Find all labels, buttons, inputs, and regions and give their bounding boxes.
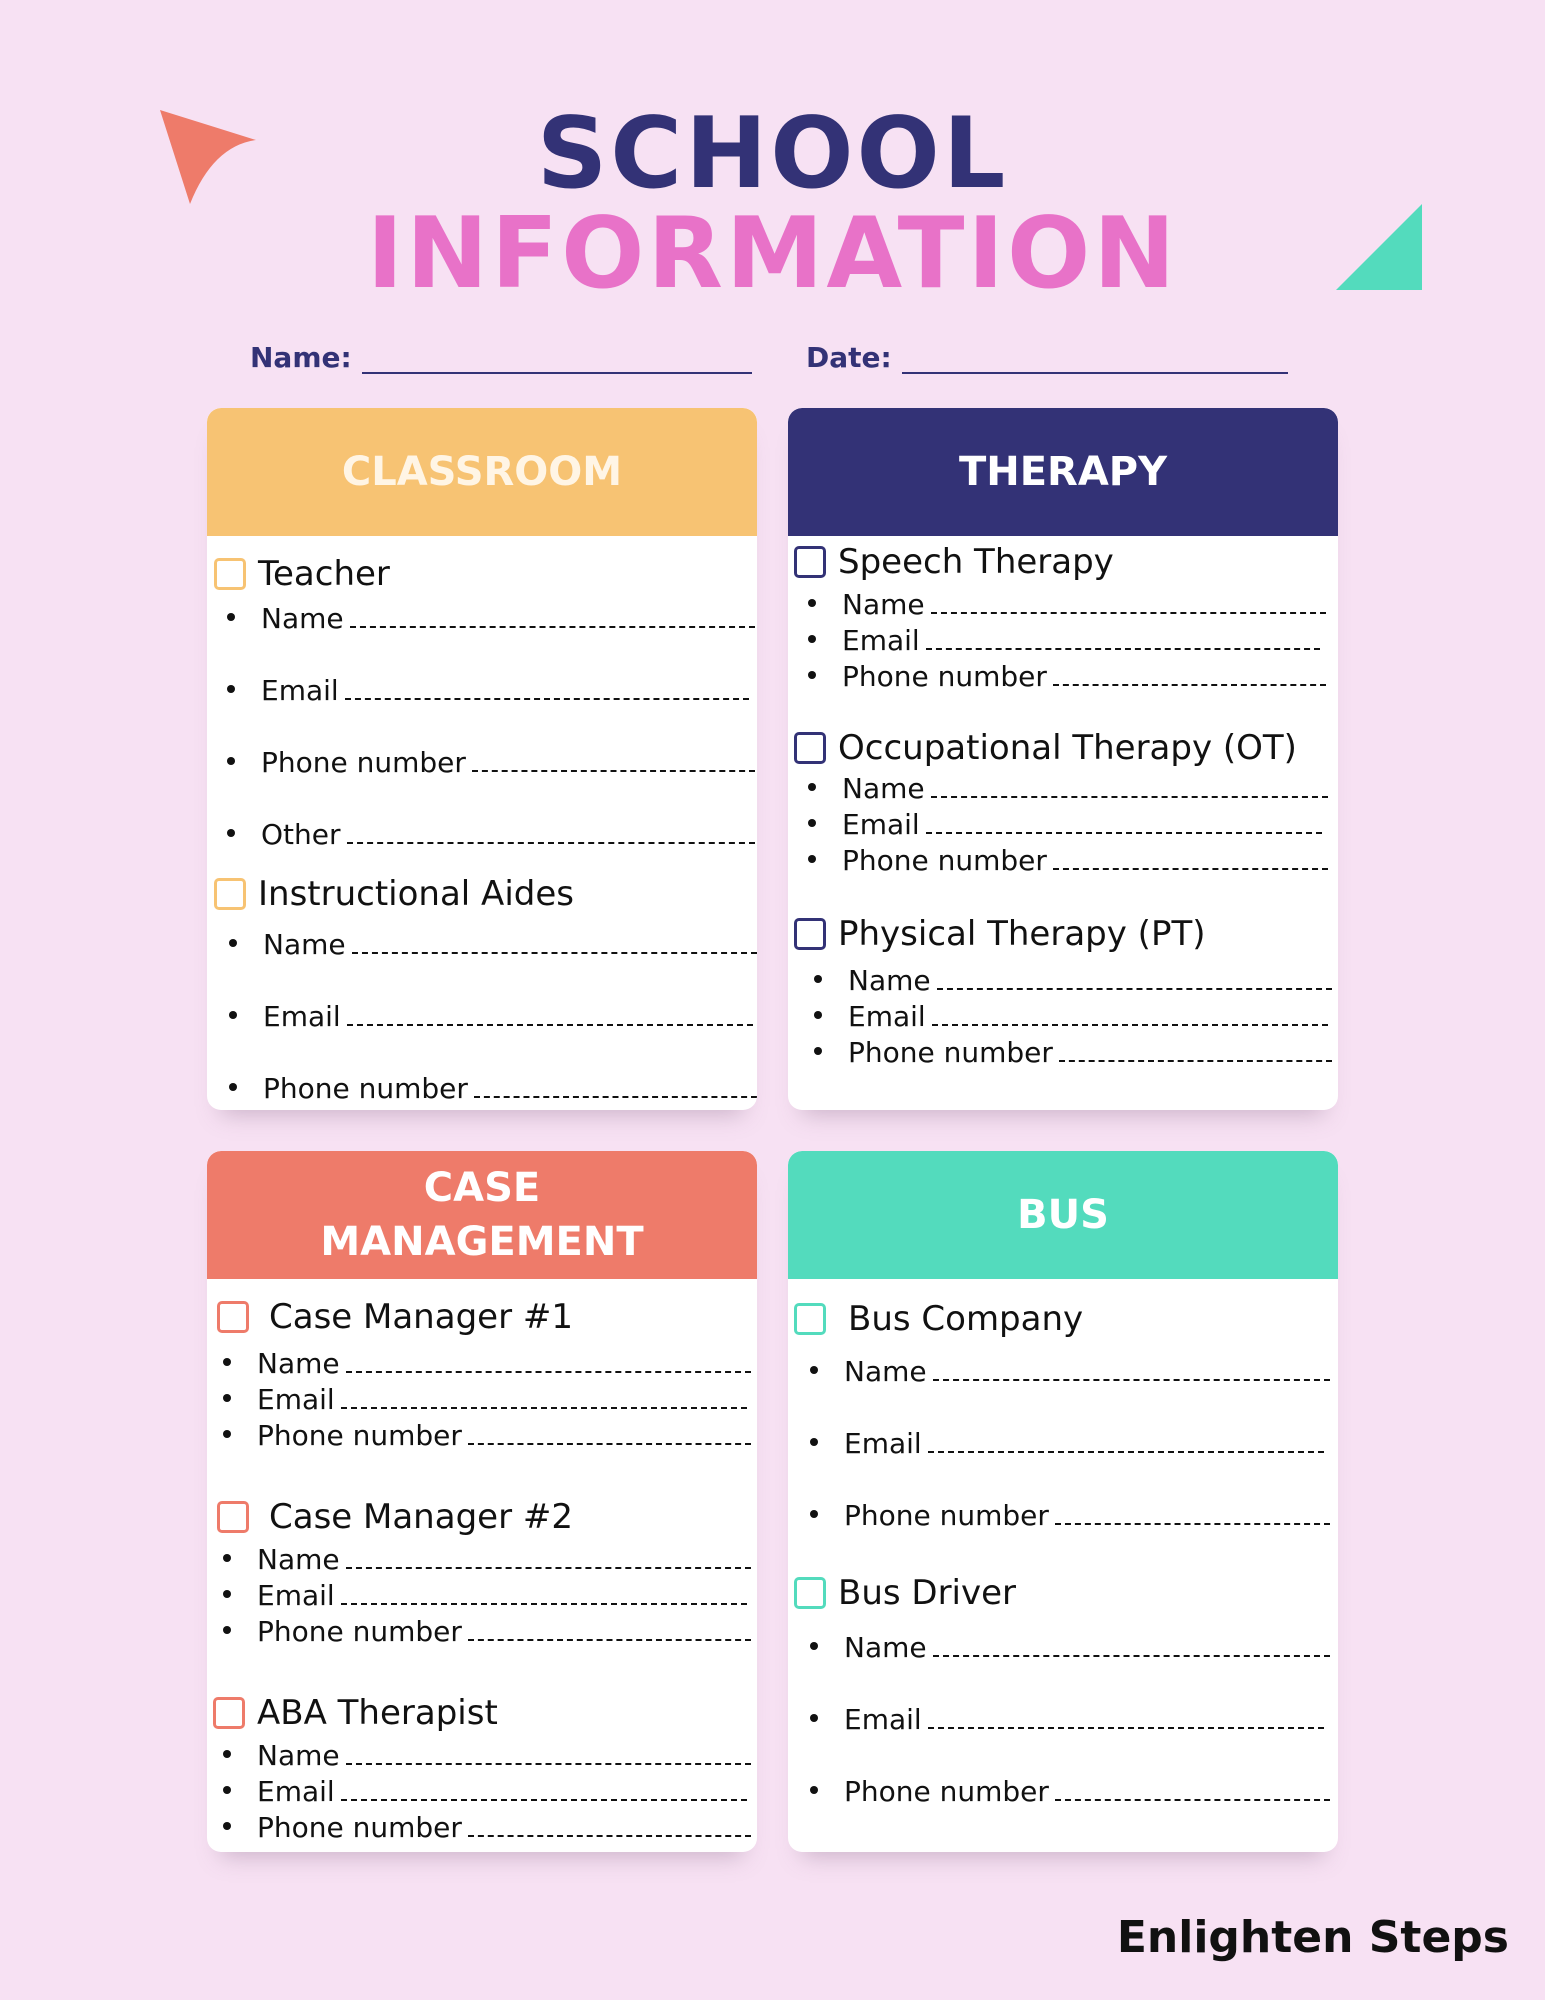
- name-field[interactable]: [250, 338, 752, 374]
- item-label: Phone number: [257, 1615, 462, 1648]
- item-label: Name: [257, 1347, 340, 1380]
- bullet-dot: [808, 783, 816, 791]
- blank-line[interactable]: [928, 1431, 1324, 1453]
- pt-email-item[interactable]: [814, 1000, 1328, 1033]
- group-aba-therapist[interactable]: [213, 1693, 498, 1733]
- blank-line[interactable]: [472, 750, 755, 772]
- bullet-dot: [229, 939, 237, 947]
- item-label: Email: [844, 1427, 922, 1460]
- group-title-text: Case Manager #2: [269, 1497, 573, 1537]
- bullet-dot: [223, 1626, 231, 1634]
- item-label: Phone number: [848, 1036, 1053, 1069]
- aides-phone-item[interactable]: [229, 1072, 757, 1105]
- cm2-phone-item[interactable]: [223, 1615, 751, 1648]
- bullet-dot: [223, 1430, 231, 1438]
- case-manager-1-checkbox[interactable]: [217, 1301, 249, 1333]
- bus-driver-checkbox[interactable]: [794, 1577, 826, 1609]
- group-teacher[interactable]: [214, 554, 390, 594]
- item-label: Email: [261, 674, 339, 707]
- cm1-name-item[interactable]: [223, 1347, 751, 1380]
- speech-checkbox[interactable]: [794, 546, 826, 578]
- bullet-dot: [808, 855, 816, 863]
- item-label: Email: [257, 1383, 335, 1416]
- aides-checkbox[interactable]: [214, 878, 246, 910]
- bullet-dot: [227, 613, 235, 621]
- blank-line[interactable]: [1055, 1503, 1330, 1525]
- item-label: Name: [257, 1739, 340, 1772]
- date-line[interactable]: [902, 338, 1288, 374]
- case-manager-2-checkbox[interactable]: [217, 1501, 249, 1533]
- classroom-card: [207, 408, 757, 1110]
- item-label: Phone number: [844, 1775, 1049, 1808]
- group-case-manager-1[interactable]: [217, 1297, 573, 1337]
- blank-line[interactable]: [932, 1004, 1328, 1026]
- group-speech-therapy[interactable]: [794, 542, 1114, 582]
- blank-line[interactable]: [346, 1351, 751, 1373]
- brand-name: Enlighten Steps: [1116, 1912, 1509, 1963]
- bus-company-email-item[interactable]: [810, 1427, 1324, 1460]
- title-line-2: INFORMATION: [366, 197, 1179, 311]
- group-title-text: Bus Driver: [838, 1573, 1017, 1613]
- aba-name-item[interactable]: [223, 1739, 751, 1772]
- blank-line[interactable]: [933, 1635, 1330, 1657]
- item-label: Phone number: [263, 1072, 468, 1105]
- group-title-text: Bus Company: [848, 1299, 1084, 1339]
- blank-line[interactable]: [926, 628, 1320, 650]
- page-title: [0, 97, 1545, 311]
- blank-line[interactable]: [928, 1707, 1324, 1729]
- bullet-dot: [814, 1011, 822, 1019]
- bullet-dot: [223, 1590, 231, 1598]
- bus-company-checkbox[interactable]: [794, 1303, 826, 1335]
- group-bus-company[interactable]: [794, 1299, 1083, 1339]
- group-physical-therapy[interactable]: [794, 914, 1205, 954]
- blank-line[interactable]: [468, 1619, 751, 1641]
- group-case-manager-2[interactable]: [217, 1497, 573, 1537]
- bullet-dot: [227, 757, 235, 765]
- aba-email-item[interactable]: [223, 1775, 747, 1808]
- bus-driver-name-item[interactable]: [810, 1631, 1330, 1664]
- group-title-text: Case Manager #1: [269, 1297, 573, 1337]
- blank-line[interactable]: [1055, 1779, 1330, 1801]
- bullet-dot: [810, 1642, 818, 1650]
- group-title-text: ABA Therapist: [257, 1693, 498, 1733]
- aides-name-item[interactable]: [229, 928, 757, 961]
- bullet-dot: [810, 1366, 818, 1374]
- name-label: Name:: [250, 341, 352, 374]
- blank-line[interactable]: [1053, 848, 1328, 870]
- item-label: Name: [848, 964, 931, 997]
- bus-card: [788, 1151, 1338, 1852]
- item-label: Name: [842, 772, 925, 805]
- teacher-phone-item[interactable]: [227, 746, 755, 779]
- item-label: Email: [842, 808, 920, 841]
- item-label: Phone number: [261, 746, 466, 779]
- group-title-text: Physical Therapy (PT): [838, 914, 1206, 954]
- cm2-name-item[interactable]: [223, 1543, 751, 1576]
- blank-line[interactable]: [931, 776, 1328, 798]
- teacher-checkbox[interactable]: [214, 558, 246, 590]
- blank-line[interactable]: [468, 1423, 751, 1445]
- bullet-dot: [810, 1510, 818, 1518]
- bullet-dot: [223, 1358, 231, 1366]
- item-label: Phone number: [842, 660, 1047, 693]
- ot-checkbox[interactable]: [794, 732, 826, 764]
- therapy-card: [788, 408, 1338, 1110]
- bullet-dot: [810, 1786, 818, 1794]
- blank-line[interactable]: [341, 1583, 747, 1605]
- item-label: Name: [842, 588, 925, 621]
- item-label: Name: [261, 602, 344, 635]
- bullet-dot: [223, 1554, 231, 1562]
- item-label: Email: [842, 624, 920, 657]
- bus-header: BUS: [788, 1151, 1338, 1279]
- bullet-dot: [810, 1714, 818, 1722]
- blank-line[interactable]: [350, 606, 755, 628]
- item-label: Phone number: [257, 1419, 462, 1452]
- bus-company-phone-item[interactable]: [810, 1499, 1330, 1532]
- aba-checkbox[interactable]: [213, 1697, 245, 1729]
- pt-checkbox[interactable]: [794, 918, 826, 950]
- blank-line[interactable]: [468, 1815, 751, 1837]
- item-label: Phone number: [844, 1499, 1049, 1532]
- name-line[interactable]: [362, 338, 752, 374]
- bullet-dot: [227, 829, 235, 837]
- blank-line[interactable]: [1053, 664, 1326, 686]
- speech-email-item[interactable]: [808, 624, 1320, 657]
- bullet-dot: [808, 671, 816, 679]
- ot-email-item[interactable]: [808, 808, 1322, 841]
- bus-driver-phone-item[interactable]: [810, 1775, 1330, 1808]
- case-header-line-2: MANAGEMENT: [320, 1219, 644, 1265]
- bullet-dot: [229, 1083, 237, 1091]
- group-occupational-therapy[interactable]: [794, 728, 1297, 768]
- blank-line[interactable]: [346, 1743, 751, 1765]
- case-management-header: [207, 1151, 757, 1279]
- bullet-dot: [810, 1438, 818, 1446]
- item-label: Email: [844, 1703, 922, 1736]
- bullet-dot: [227, 685, 235, 693]
- aba-phone-item[interactable]: [223, 1811, 751, 1844]
- blank-line[interactable]: [926, 812, 1322, 834]
- item-label: Email: [263, 1000, 341, 1033]
- blank-line[interactable]: [474, 1076, 757, 1098]
- item-label: Other: [261, 818, 341, 851]
- pt-name-item[interactable]: [814, 964, 1332, 997]
- bullet-dot: [223, 1786, 231, 1794]
- item-label: Email: [257, 1579, 335, 1612]
- case-management-card: [207, 1151, 757, 1852]
- group-title-text: Instructional Aides: [258, 874, 574, 914]
- item-label: Phone number: [257, 1811, 462, 1844]
- item-label: Name: [844, 1631, 927, 1664]
- blank-line[interactable]: [341, 1779, 747, 1801]
- teacher-name-item[interactable]: [227, 602, 755, 635]
- blank-line[interactable]: [931, 592, 1326, 614]
- group-title-text: Speech Therapy: [838, 542, 1114, 582]
- group-title-text: Occupational Therapy (OT): [838, 728, 1297, 768]
- bus-company-name-item[interactable]: [810, 1355, 1330, 1388]
- ot-name-item[interactable]: [808, 772, 1328, 805]
- cm1-email-item[interactable]: [223, 1383, 747, 1416]
- blank-line[interactable]: [933, 1359, 1330, 1381]
- blank-line[interactable]: [1059, 1040, 1332, 1062]
- cm2-email-item[interactable]: [223, 1579, 747, 1612]
- bullet-dot: [808, 635, 816, 643]
- item-label: Name: [257, 1543, 340, 1576]
- bullet-dot: [223, 1394, 231, 1402]
- bullet-dot: [808, 599, 816, 607]
- aides-email-item[interactable]: [229, 1000, 753, 1033]
- bullet-dot: [814, 975, 822, 983]
- pt-phone-item[interactable]: [814, 1036, 1332, 1069]
- therapy-header: THERAPY: [788, 408, 1338, 536]
- case-header-line-1: CASE: [423, 1165, 541, 1211]
- speech-phone-item[interactable]: [808, 660, 1326, 693]
- item-label: Name: [844, 1355, 927, 1388]
- group-title-text: Teacher: [258, 554, 390, 594]
- speech-name-item[interactable]: [808, 588, 1326, 621]
- teacher-other-item[interactable]: [227, 818, 755, 851]
- bullet-dot: [814, 1047, 822, 1055]
- bullet-dot: [229, 1011, 237, 1019]
- blank-line[interactable]: [937, 968, 1332, 990]
- bus-driver-email-item[interactable]: [810, 1703, 1324, 1736]
- blank-line[interactable]: [345, 678, 749, 700]
- classroom-header: CLASSROOM: [207, 408, 757, 536]
- cm1-phone-item[interactable]: [223, 1419, 751, 1452]
- item-label: Phone number: [842, 844, 1047, 877]
- teacher-email-item[interactable]: [227, 674, 749, 707]
- item-label: Email: [848, 1000, 926, 1033]
- blank-line[interactable]: [346, 1547, 751, 1569]
- item-label: Name: [263, 928, 346, 961]
- blank-line[interactable]: [352, 932, 757, 954]
- group-bus-driver[interactable]: [794, 1573, 1016, 1613]
- bullet-dot: [808, 819, 816, 827]
- item-label: Email: [257, 1775, 335, 1808]
- ot-phone-item[interactable]: [808, 844, 1328, 877]
- blank-line[interactable]: [347, 1004, 753, 1026]
- group-instructional-aides[interactable]: [214, 874, 574, 914]
- bullet-dot: [223, 1822, 231, 1830]
- blank-line[interactable]: [347, 822, 755, 844]
- date-label: Date:: [806, 341, 892, 374]
- date-field[interactable]: [806, 338, 1288, 374]
- blank-line[interactable]: [341, 1387, 747, 1409]
- bullet-dot: [223, 1750, 231, 1758]
- title-line-1: SCHOOL: [536, 97, 1009, 211]
